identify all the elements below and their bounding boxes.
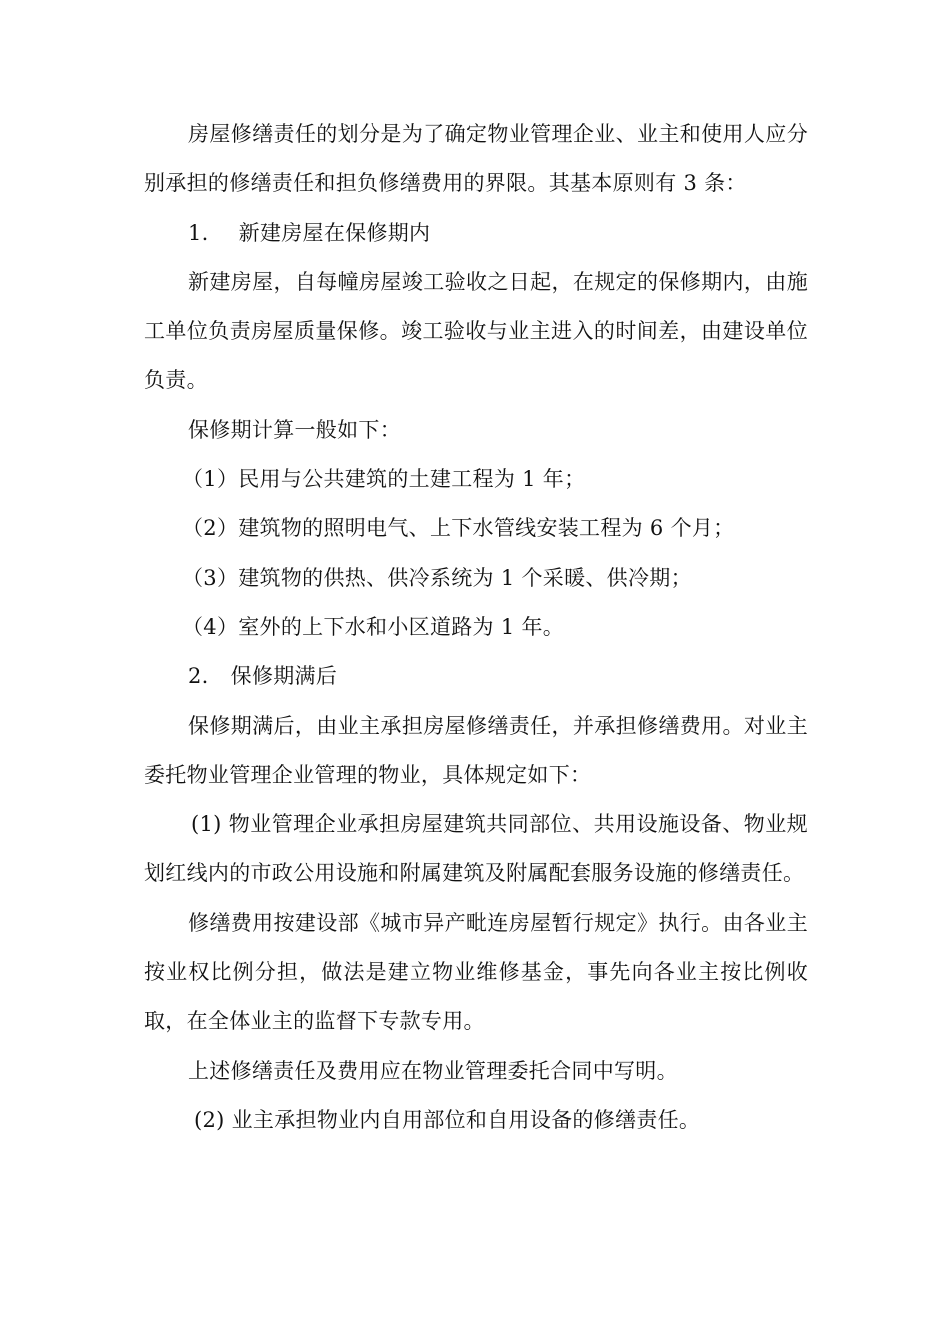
paragraph-warranty-calc: 保修期计算一般如下：: [188, 417, 401, 442]
section-heading-1: [144, 209, 808, 258]
intro-paragraph: 房屋修缮责任的划分是为了确定物业管理企业、业主和使用人应分别承担的修缮责任和担负修缮费用的界限。其基本原则有 3 条：: [144, 122, 808, 196]
section-number: 2.: [188, 664, 209, 689]
paragraph-owner-duty: (2) 业主承担物业内自用部位和自用设备的修缮责任。: [194, 1107, 701, 1132]
list-item-warranty-1: （1）民用与公共建筑的土建工程为 1 年；: [182, 467, 586, 492]
paragraph-new-building: 新建房屋，自每幢房屋竣工验收之日起，在规定的保修期内，由施工单位负责房屋质量保修。竣工验收与业主进入的时间差，由建设单位负责。: [144, 269, 808, 393]
list-item-warranty-2: （2）建筑物的照明电气、上下水管线安装工程为 6 个月；: [182, 516, 735, 541]
paragraph-cost-sharing: 修缮费用按建设部《城市异产毗连房屋暂行规定》执行。由各业主按业权比例分担，做法是建立物业维修基金，事先向各业主按比例收取，在全体业主的监督下专款专用。: [144, 910, 808, 1034]
section-title: 保修期满后: [230, 664, 338, 689]
paragraph-after-warranty: 保修期满后，由业主承担房屋修缮责任，并承担修缮费用。对业主委托物业管理企业管理的物业，具体规定如下：: [144, 713, 808, 787]
paragraph-contract-note: 上述修缮责任及费用应在物业管理委托合同中写明。: [188, 1058, 678, 1083]
list-item-warranty-4: （4）室外的上下水和小区道路为 1 年。: [182, 614, 565, 639]
paragraph-company-duty: (1) 物业管理企业承担房屋建筑共同部位、共用设施设备、物业规划红线内的市政公用设施和附属建筑及附属配套服务设施的修缮责任。: [144, 812, 808, 886]
list-item-warranty-3: （3）建筑物的供热、供冷系统为 1 个采暖、供冷期；: [182, 565, 692, 590]
document-body: [144, 110, 808, 1145]
section-number: 1.: [188, 220, 209, 245]
section-title: 新建房屋在保修期内: [238, 220, 431, 245]
section-heading-2: [144, 652, 808, 701]
